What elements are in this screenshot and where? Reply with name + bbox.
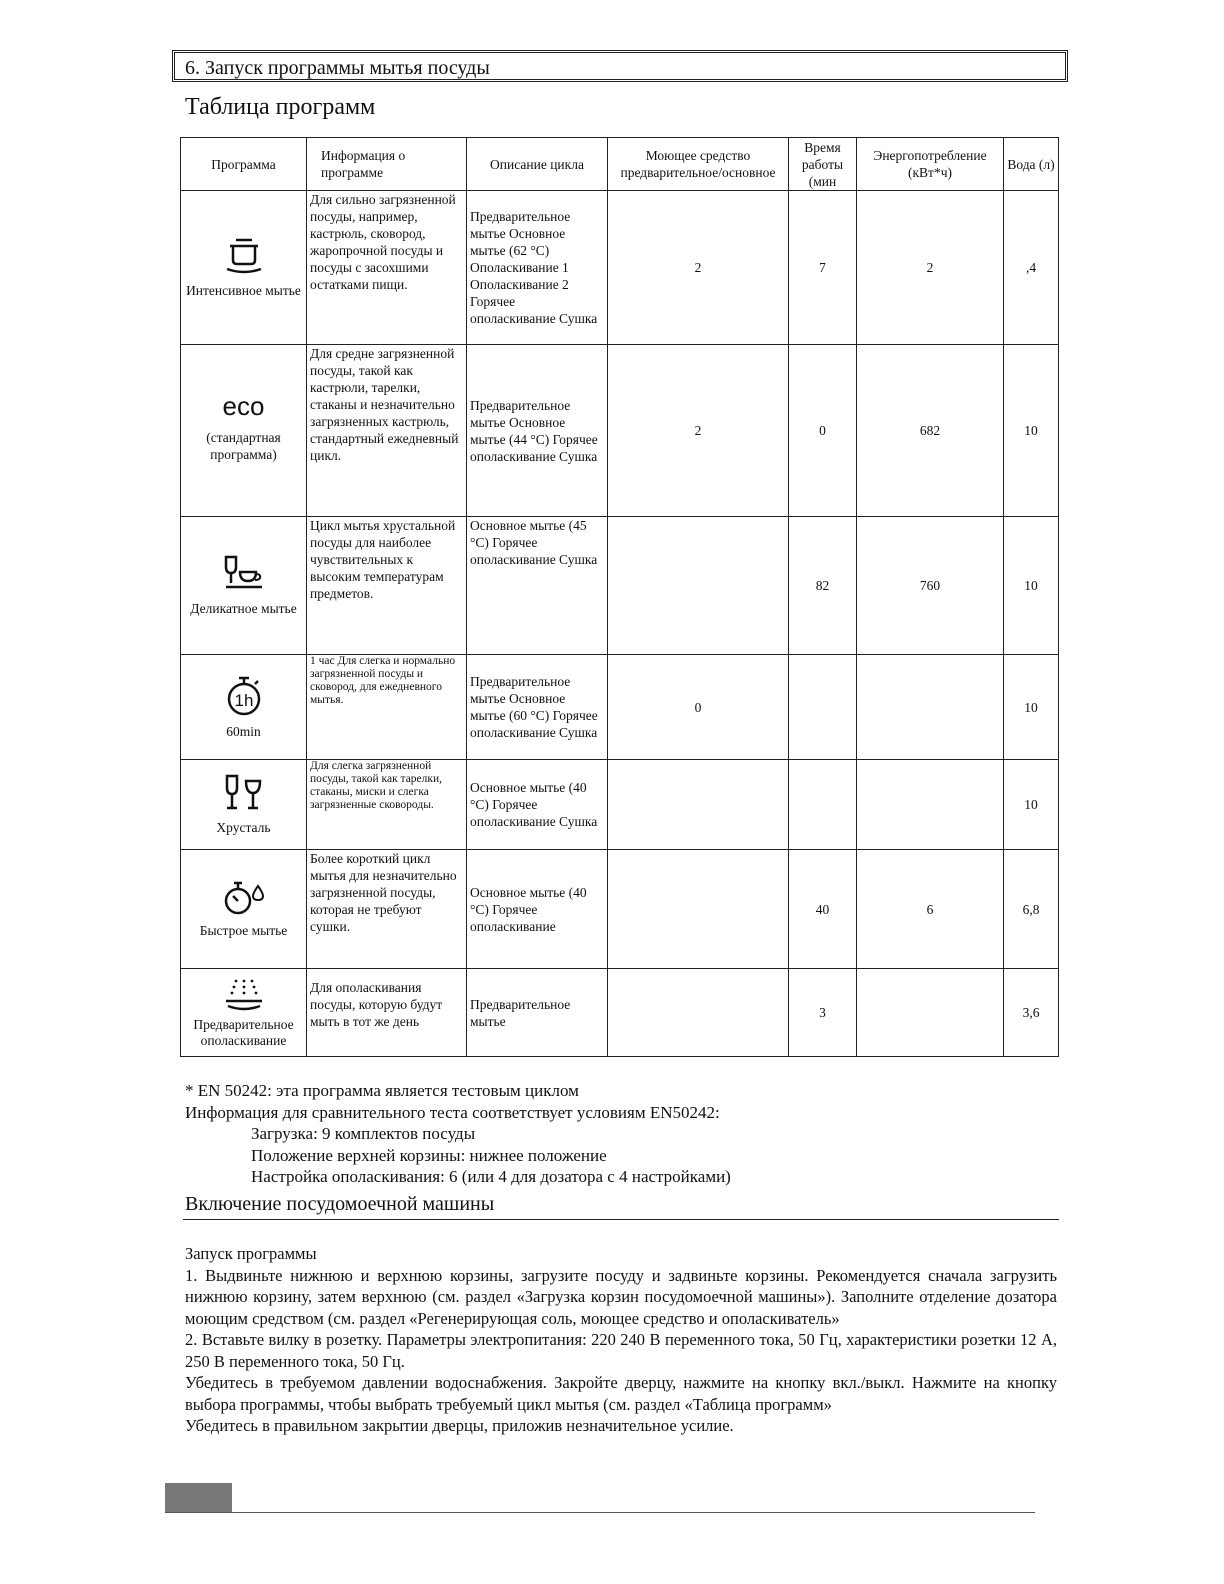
program-name: Деликатное мытье <box>190 601 297 616</box>
section-title: 6. Запуск программы мытья посуды <box>185 57 490 79</box>
heading-divider <box>183 1219 1059 1220</box>
energy-value: 682 <box>857 345 1004 517</box>
program-info: Для слегка загрязненной посуды, такой как тарелки, стаканы, миски и слегка загрязненные сковороды. <box>307 760 467 850</box>
note-line: Загрузка: 9 комплектов посуды <box>251 1124 476 1143</box>
pot-icon <box>224 236 264 276</box>
time-value: 3 <box>789 969 857 1057</box>
program-info: Для ополаскивания посуды, которую будут мыть в тот же день <box>307 969 467 1057</box>
program-name: Интенсивное мытье <box>186 283 301 298</box>
program-cell <box>181 969 307 1057</box>
footer-page-tab <box>165 1483 232 1513</box>
prerinse-icon <box>222 977 266 1011</box>
time-value: 0 <box>789 345 857 517</box>
water-value: 10 <box>1004 517 1059 655</box>
section-heading: Включение посудомоечной машины <box>185 1193 495 1215</box>
detergent-value: 2 <box>608 191 789 345</box>
detergent-value <box>608 850 789 969</box>
instructions <box>185 1243 1057 1437</box>
water-value: 10 <box>1004 655 1059 760</box>
energy-value: 6 <box>857 850 1004 969</box>
program-name: 60min <box>226 723 261 739</box>
header-info: Информация о программе <box>307 138 467 191</box>
table-row <box>181 655 1059 760</box>
header-description: Описание цикла <box>467 138 608 191</box>
energy-value: 760 <box>857 517 1004 655</box>
detergent-value: 0 <box>608 655 789 760</box>
table-title: Таблица программ <box>185 94 376 120</box>
table-row <box>181 969 1059 1057</box>
paragraph: 2. Вставьте вилку в розетку. Параметры электропитания: 220 240 В переменного тока, 50 Гц, характеристики розетки 12 А, 250 В переменного тока, 50 Гц. <box>185 1330 1057 1371</box>
paragraph: Убедитесь в требуемом давлении водоснабжения. Закройте дверцу, нажмите на кнопку вкл./выкл. Нажмите на кнопку выбора программы, чтобы выбрать требуемый цикл мытья (см. раздел «Таблица программ» <box>185 1373 1057 1414</box>
header-water: Вода (л) <box>1004 138 1059 191</box>
program-info: Цикл мытья хрустальной посуды для наиболее чувствительных к высоким температурам предметов. <box>307 517 467 655</box>
quick-wash-icon <box>222 880 266 916</box>
time-value: 82 <box>789 517 857 655</box>
water-value: 6,8 <box>1004 850 1059 969</box>
header-detergent: Моющее средство предварительное/основное <box>608 138 789 191</box>
subheading: Запуск программы <box>185 1244 317 1263</box>
cycle-description: Предварительное мытье Основное мытье (44 °C) Горячее ополаскивание Сушка <box>467 345 608 517</box>
water-value: ,4 <box>1004 191 1059 345</box>
energy-value <box>857 760 1004 850</box>
section-header-box <box>172 50 1068 82</box>
water-value: 10 <box>1004 760 1059 850</box>
header-time: Время работы (мин <box>789 138 857 191</box>
header-energy: Энергопотребление (кВт*ч) <box>857 138 1004 191</box>
wine-glasses-icon <box>222 773 266 813</box>
program-info: Для средне загрязненной посуды, такой как кастрюли, тарелки, стаканы и незначительно загрязненных кастрюль, стандартный ежедневный цикл. <box>307 345 467 517</box>
cycle-description: Основное мытье (40 °C) Горячее ополаскивание <box>467 850 608 969</box>
energy-value: 2 <box>857 191 1004 345</box>
time-value: 40 <box>789 850 857 969</box>
time-value <box>789 760 857 850</box>
program-cell <box>181 345 307 517</box>
program-cell <box>181 760 307 850</box>
table-row <box>181 760 1059 850</box>
time-value: 7 <box>789 191 857 345</box>
table-header-row <box>181 138 1059 191</box>
note-line: Информация для сравнительного теста соответствует условиям EN50242: <box>185 1102 720 1122</box>
paragraph: Убедитесь в правильном закрытии дверцы, приложив незначительное усилие. <box>185 1416 734 1435</box>
detergent-value <box>608 969 789 1057</box>
cycle-description: Предварительное мытье Основное мытье (60 °C) Горячее ополаскивание Сушка <box>467 655 608 760</box>
water-value: 3,6 <box>1004 969 1059 1057</box>
time-value <box>789 655 857 760</box>
program-cell <box>181 517 307 655</box>
table-row <box>181 191 1059 345</box>
program-info: 1 час Для слегка и нормально загрязненной посуды и сковород, для ежедневного мытья. <box>307 655 467 760</box>
test-notes <box>185 1080 731 1188</box>
program-name: Быстрое мытье <box>199 922 288 938</box>
glass-cup-icon <box>222 554 266 594</box>
program-name: Предварительное ополаскивание <box>193 1016 294 1048</box>
table-row <box>181 345 1059 517</box>
note-line: * EN 50242: эта программа является тестовым циклом <box>185 1081 579 1100</box>
energy-value <box>857 655 1004 760</box>
note-line: Настройка ополаскивания: 6 (или 4 для дозатора с 4 настройками) <box>251 1167 731 1186</box>
detergent-value: 2 <box>608 345 789 517</box>
table-row <box>181 517 1059 655</box>
cycle-description: Основное мытье (45 °C) Горячее ополаскивание Сушка <box>467 517 608 655</box>
svg-text:1h: 1h <box>234 690 253 710</box>
paragraph: 1. Выдвиньте нижнюю и верхнюю корзины, загрузите посуду и задвиньте корзины. Рекомендуется сначала загрузить нижнюю корзину, затем верхнюю (см. раздел «Загрузка корзин посудомоечной машины»). Заполните отделение дозатора моющим средством (см. раздел «Регенерирующая соль, моющее средство и ополаскиватель» <box>185 1265 1057 1328</box>
program-info: Для сильно загрязненной посуды, например, кастрюль, сковород, жаропрочной посуды и посуды с засохшими остатками пищи. <box>307 191 467 345</box>
footer-divider <box>165 1512 1035 1513</box>
energy-value <box>857 969 1004 1057</box>
program-cell <box>181 655 307 760</box>
eco-icon: eco <box>222 391 265 421</box>
program-table <box>180 137 1059 1057</box>
detergent-value <box>608 517 789 655</box>
water-value: 10 <box>1004 345 1059 517</box>
program-cell <box>181 850 307 969</box>
program-name: (стандартная программа) <box>206 430 281 462</box>
cycle-description: Предварительное мытье Основное мытье (62 °C) Ополаскивание 1 Ополаскивание 2 Горячее ополаскивание Сушка <box>467 191 608 345</box>
header-program: Программа <box>181 138 307 191</box>
table-row <box>181 850 1059 969</box>
note-line: Положение верхней корзины: нижнее положение <box>251 1145 607 1165</box>
cycle-description: Предварительное мытье <box>467 969 608 1057</box>
detergent-value <box>608 760 789 850</box>
program-info: Более короткий цикл мытья для незначительно загрязненной посуды, которая не требуют сушки. <box>307 850 467 969</box>
cycle-description: Основное мытье (40 °C) Горячее ополаскивание Сушка <box>467 760 608 850</box>
program-name: Хрусталь <box>216 820 271 835</box>
program-cell <box>181 191 307 345</box>
stopwatch-1h-icon <box>224 675 264 717</box>
